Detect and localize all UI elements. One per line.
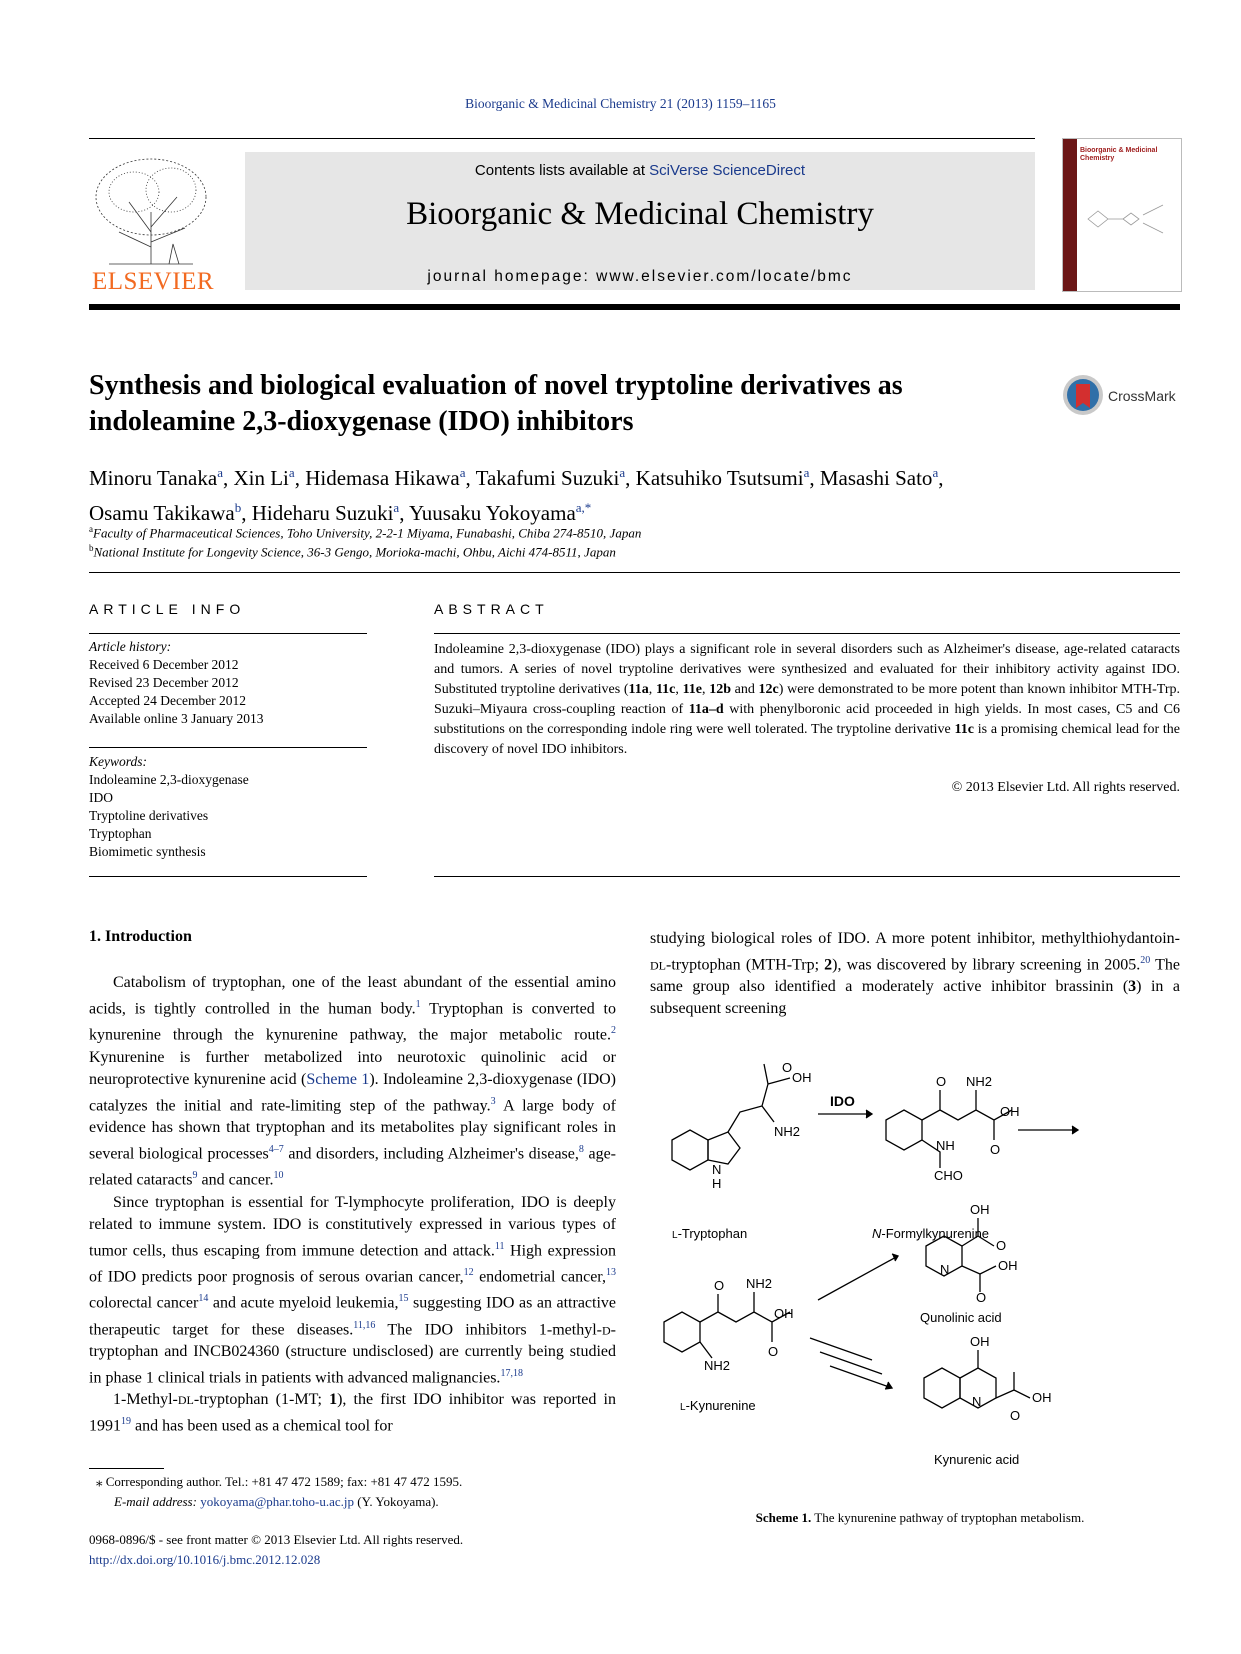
article-info-rule xyxy=(89,633,367,634)
kyn-oh: OH xyxy=(774,1306,794,1321)
keyword-item: Indoleamine 2,3-dioxygenase xyxy=(89,772,249,787)
nfk-nh2: NH2 xyxy=(966,1074,993,1089)
email-link[interactable]: yokoyama@phar.toho-u.ac.jp xyxy=(200,1494,355,1509)
body-text: and cancer. xyxy=(197,1171,274,1189)
compound-ref: 11e xyxy=(682,682,703,697)
trp-nh2: NH2 xyxy=(774,1124,801,1139)
sciencedirect-link[interactable]: SciVerse ScienceDirect xyxy=(649,162,806,179)
trp-o: O xyxy=(782,1060,793,1075)
crossmark-badge[interactable] xyxy=(1062,374,1212,422)
abstract-body xyxy=(434,640,1180,760)
scheme-1-caption xyxy=(650,1510,1190,1526)
article-info-heading: ARTICLE INFO xyxy=(89,601,246,617)
author-name[interactable]: Masashi Sato xyxy=(819,466,933,490)
citation-ref[interactable]: 14 xyxy=(198,1293,209,1305)
asterisk-mark: ⁎ xyxy=(96,1474,106,1489)
author-separator: , xyxy=(465,466,476,490)
author-affiliation-mark[interactable]: a xyxy=(459,465,466,480)
stereo-prefix: DL xyxy=(177,1393,194,1408)
author-affiliation-mark[interactable]: a xyxy=(932,465,939,480)
kyna-n: N xyxy=(972,1394,982,1409)
nfk-o: O xyxy=(936,1074,947,1089)
introduction-right-column xyxy=(650,928,1180,1020)
footnote-rule xyxy=(89,1468,164,1469)
kyna-o: O xyxy=(1010,1408,1021,1423)
keyword-item: IDO xyxy=(89,790,113,805)
body-text: and acute myeloid leukemia, xyxy=(208,1294,399,1312)
abstract-text-part: is a promising chemical lead for the discovery of novel IDO inhibitors. xyxy=(434,722,1180,757)
affiliation-b-text: National Institute for Longevity Science, 36-3 Gengo, Morioka-machi, Ohbu, Aichi 474-8511, Japan xyxy=(93,544,616,560)
scheme-1-figure xyxy=(650,1060,1190,1500)
history-revised: Revised 23 December 2012 xyxy=(89,675,239,690)
keyword-item: Biomimetic synthesis xyxy=(89,844,206,859)
abstract-heading: ABSTRACT xyxy=(434,601,549,617)
author-list xyxy=(89,458,1179,528)
citation-ref[interactable]: 11 xyxy=(494,1240,505,1252)
nfk-nh: NH xyxy=(936,1138,955,1153)
body-text: -tryptophan (MTH-Trp; xyxy=(666,956,825,974)
trp-n: N xyxy=(712,1162,722,1177)
citation-ref[interactable]: 10 xyxy=(273,1170,284,1182)
author-name[interactable]: Hidemasa Hikawa xyxy=(305,466,460,490)
history-label: Article history: xyxy=(89,639,172,654)
nfk-name: -Formylkynurenine xyxy=(881,1226,990,1241)
body-text: and disorders, including Alzheimer's disease, xyxy=(283,1145,579,1163)
quin-oh2: OH xyxy=(998,1258,1018,1273)
article-history xyxy=(89,638,367,728)
header-rule xyxy=(89,138,1035,139)
corresponding-author-footnote xyxy=(96,1472,616,1512)
lkyn-label xyxy=(680,1398,756,1413)
author-affiliation-mark[interactable]: a xyxy=(803,465,810,480)
abstract-bottom-rule xyxy=(434,876,1180,877)
citation-ref[interactable]: 19 xyxy=(121,1416,131,1428)
citation-ref[interactable]: 12 xyxy=(463,1266,474,1278)
compound-ref: 11a xyxy=(628,682,649,697)
keyword-item: Tryptophan xyxy=(89,826,152,841)
ltrp-prefix: L xyxy=(672,1230,678,1241)
author-affiliation-mark[interactable]: a xyxy=(217,465,223,480)
author-separator: , xyxy=(222,466,234,490)
journal-homepage[interactable]: journal homepage: www.elsevier.com/locate/bmc xyxy=(427,268,853,285)
citation-ref[interactable]: 1 xyxy=(415,999,421,1010)
doi-link[interactable]: http://dx.doi.org/10.1016/j.bmc.2012.12.028 xyxy=(89,1552,321,1567)
nfk-cho: CHO xyxy=(934,1168,963,1183)
compound-ref: 1 xyxy=(329,1391,338,1409)
ltrp-label xyxy=(672,1226,747,1241)
affiliation-a-mark: a xyxy=(89,524,93,534)
intro-paragraph-1 xyxy=(89,972,616,1192)
history-online: Available online 3 January 2013 xyxy=(89,711,264,726)
affiliation-b-mark: b xyxy=(89,543,94,553)
author-affiliation-mark[interactable]: b xyxy=(234,500,242,515)
body-text: ), was discovered by library screening in 2005. xyxy=(832,956,1141,974)
author-name[interactable]: Takafumi Suzuki xyxy=(475,466,620,490)
intro-continuation xyxy=(650,928,1180,1020)
author-separator: , xyxy=(938,466,944,490)
cover-title: Bioorganic & Medicinal Chemistry xyxy=(1080,147,1158,162)
quin-o2: O xyxy=(976,1290,987,1305)
compound-ref: 12b xyxy=(709,682,731,697)
introduction-heading: 1. Introduction xyxy=(89,928,192,945)
contents-prefix: Contents lists available at xyxy=(474,162,650,179)
lkyn-name: -Kynurenine xyxy=(685,1398,756,1413)
history-received: Received 6 December 2012 xyxy=(89,657,239,672)
issn-footnote xyxy=(89,1530,649,1570)
email-suffix: (Y. Yokoyama). xyxy=(354,1494,439,1509)
journal-title: Bioorganic & Medicinal Chemistry xyxy=(406,196,874,232)
body-text: Kynurenine is further metabolized into neurotoxic quinolinic acid or neuroprotective kynurenine acid ( xyxy=(89,1048,616,1088)
author-affiliation-mark[interactable]: a xyxy=(393,500,400,515)
kynurenic-arrows xyxy=(810,1338,892,1388)
abstract-rule xyxy=(434,633,1180,634)
keywords-label: Keywords: xyxy=(89,754,147,769)
kyna-oh2: OH xyxy=(1032,1390,1052,1405)
kyn-o: O xyxy=(714,1278,725,1293)
body-text: The IDO inhibitors 1-methyl- xyxy=(375,1320,602,1338)
affiliation-b xyxy=(89,543,616,560)
author-name[interactable]: Hideharu Suzuki xyxy=(251,501,394,525)
body-text: The same group also identified a moderately active inhibitor brassinin ( xyxy=(650,956,1180,996)
author-separator: , xyxy=(399,501,409,525)
citation-ref[interactable]: 20 xyxy=(1140,955,1151,966)
ltrp-name: -Tryptophan xyxy=(677,1226,748,1241)
cover-spine xyxy=(1063,139,1077,291)
compound-ref: 3 xyxy=(1128,978,1137,996)
lkyn-prefix: L xyxy=(680,1402,686,1413)
journal-cover-thumbnail[interactable] xyxy=(1062,138,1182,292)
corresponding-text: Corresponding author. Tel.: +81 47 472 1589; fax: +81 47 472 1595. xyxy=(105,1474,463,1489)
citation-ref[interactable]: 13 xyxy=(606,1266,616,1278)
email-line xyxy=(96,1492,616,1512)
quin-oh: OH xyxy=(970,1202,990,1217)
author-separator: , xyxy=(809,466,820,490)
cover-art xyxy=(1083,189,1173,249)
body-text: colorectal cancer xyxy=(89,1294,199,1312)
nfk-oh: OH xyxy=(1000,1104,1020,1119)
journal-reference[interactable]: Bioorganic & Medicinal Chemistry 21 (2013) 1159–1165 xyxy=(465,96,776,111)
body-text: -tryptophan and INCB024360 (structure undisclosed) are currently being studied in phase 1 clinical trials in patients with advanced malignancies. xyxy=(89,1320,616,1387)
keywords xyxy=(89,753,367,861)
citation-ref[interactable]: 11,16 xyxy=(353,1319,376,1331)
body-text: ), the first IDO inhibitor was reported in 1991 xyxy=(89,1391,616,1435)
abstract-text-part: ) were demonstrated to be more potent than known inhibitor MTH-Trp. Suzuki–Miyaura cross-coupling reaction of xyxy=(434,682,1181,717)
trp-oh: OH xyxy=(792,1070,812,1085)
scheme-1-link[interactable]: Scheme 1 xyxy=(306,1070,370,1088)
crossmark-icon xyxy=(1062,374,1104,416)
abstract-copyright: © 2013 Elsevier Ltd. All rights reserved. xyxy=(951,780,1180,795)
body-text: 1-Methyl- xyxy=(113,1391,178,1409)
author-name[interactable]: Yuusaku Yokoyama xyxy=(408,501,576,525)
compound-ref: 11c xyxy=(655,682,676,697)
body-text: suggesting IDO as an attractive therapeutic target for these diseases. xyxy=(89,1294,617,1338)
quin-o: O xyxy=(996,1238,1007,1253)
keyword-item: Tryptoline derivatives xyxy=(89,808,209,823)
intro-paragraph-2 xyxy=(89,1192,616,1390)
body-text: -tryptophan (1-MT; xyxy=(193,1391,330,1409)
quinolinic-arrow xyxy=(818,1256,898,1300)
body-text: Catabolism of tryptophan, one of the least abundant of the essential amino acids, is tightly controlled in the human body. xyxy=(89,974,616,1018)
author-separator: , xyxy=(625,466,636,490)
contents-line xyxy=(245,162,1035,179)
nfk-label xyxy=(872,1226,989,1241)
issn-text: 0968-0896/$ - see front matter © 2013 Elsevier Ltd. All rights reserved. xyxy=(89,1532,464,1547)
crossmark-label: CrossMark xyxy=(1108,388,1176,404)
affiliation-rule xyxy=(89,572,1180,573)
email-label: E-mail address: xyxy=(114,1494,201,1509)
abstract-text-part: , xyxy=(648,682,656,697)
intro-paragraph-3 xyxy=(89,1389,616,1437)
abstract-text-part: Indoleamine 2,3-dioxygenase (IDO) plays a significant role in several disorders such as Alzheimer's disease, age-related cataracts and tumors. A series of novel tryptoline derivatives were synthesized and evaluated for their inhibitory activity against IDO. Substituted tryptoline derivatives ( xyxy=(434,642,1180,697)
citation-ref[interactable]: 4–7 xyxy=(268,1143,284,1155)
caption-text: The kynurenine pathway of tryptophan metabolism. xyxy=(811,1510,1085,1525)
kyn-nh2-ring: NH2 xyxy=(704,1358,731,1373)
author-name[interactable]: Minoru Tanaka xyxy=(89,466,218,490)
trp-h: H xyxy=(712,1176,722,1191)
affiliation-a-text: Faculty of Pharmaceutical Sciences, Toho University, 2-2-1 Miyama, Funabashi, Chiba 274-8510, Japan xyxy=(93,525,642,541)
compound-ref: 11c xyxy=(954,722,974,737)
quinolinic-label: Qunolinic acid xyxy=(920,1310,1002,1325)
compound-ref: 12c xyxy=(758,682,779,697)
kynurenic-label: Kynurenic acid xyxy=(934,1452,1020,1467)
author-name[interactable]: Xin Li xyxy=(233,466,289,490)
abstract-text-part: and xyxy=(730,682,759,697)
article-title: Synthesis and biological evaluation of novel tryptoline derivatives as indoleamine 2,3-dioxygenase (IDO) inhibitors xyxy=(89,370,903,437)
body-text: High expression of IDO predicts poor prognosis of serous ovarian cancer, xyxy=(89,1241,616,1286)
quin-n: N xyxy=(940,1262,950,1277)
nfk-o2: O xyxy=(990,1142,1001,1157)
compound-ref: 11a–d xyxy=(688,702,724,717)
citation-ref[interactable]: 9 xyxy=(192,1170,198,1182)
elsevier-wordmark: ELSEVIER xyxy=(91,268,215,295)
citation-ref[interactable]: 15 xyxy=(398,1293,409,1305)
introduction-left-column xyxy=(89,972,616,1438)
affiliation-a xyxy=(89,524,641,541)
author-separator: , xyxy=(294,466,306,490)
abstract-text-part: , xyxy=(702,682,710,697)
article-info-bottom-rule xyxy=(89,876,367,877)
author-affiliation-mark[interactable]: a xyxy=(619,465,626,480)
author-name[interactable]: Osamu Takikawa xyxy=(89,501,235,525)
author-separator: , xyxy=(241,501,252,525)
author-affiliation-mark[interactable]: a,* xyxy=(575,500,592,515)
compound-ref: 2 xyxy=(824,956,833,974)
body-text: Since tryptophan is essential for T-lymphocyte proliferation, IDO is deeply related to immune system. IDO is constitutively expressed in various types of tumor cells, thus escaping from immune detection and attack. xyxy=(89,1193,616,1259)
kyna-oh: OH xyxy=(970,1334,990,1349)
stereo-prefix: D xyxy=(602,1322,611,1337)
caption-label: Scheme 1. xyxy=(755,1510,812,1525)
author-affiliation-mark[interactable]: a xyxy=(288,465,295,480)
author-name[interactable]: Katsuhiko Tsutsumi xyxy=(635,466,804,490)
body-text: and has been used as a chemical tool for xyxy=(131,1417,393,1435)
body-text: ) in a subsequent screening xyxy=(650,978,1181,1018)
nfk-prefix: N xyxy=(872,1226,882,1241)
enzyme-label: IDO xyxy=(830,1093,855,1109)
body-text: ). Indoleamine 2,3-dioxygenase (IDO) catalyzes the initial and rate-limiting step of the pathway. xyxy=(89,1070,617,1114)
ido-arrowhead xyxy=(866,1110,872,1118)
corresponding-line xyxy=(96,1472,616,1492)
body-text: A large body of evidence has shown that tryptophan and its metabolites play significant roles in several biological processes xyxy=(89,1096,616,1163)
kyn-nh2: NH2 xyxy=(746,1276,773,1291)
tryptophan-structure xyxy=(672,1064,790,1170)
stereo-prefix: DL xyxy=(650,958,666,973)
citation-ref[interactable]: 17,18 xyxy=(500,1367,523,1379)
quinolinic-arrowhead xyxy=(892,1254,898,1261)
abstract-text-part: , xyxy=(675,682,683,697)
body-text: studying biological roles of IDO. A more potent inhibitor, methylthiohydantoin- xyxy=(650,930,1180,947)
citation-ref[interactable]: 3 xyxy=(490,1095,496,1107)
abstract-text-part: with phenylboronic acid proceeded in high yields. In most cases, C5 and C6 substitutions on the corresponding indole ring were well tolerated. The tryptoline derivative xyxy=(434,702,1180,737)
body-text: endometrial cancer, xyxy=(473,1268,606,1286)
kyn-o2: O xyxy=(768,1344,779,1359)
keywords-rule xyxy=(89,747,367,748)
history-accepted: Accepted 24 December 2012 xyxy=(89,693,247,708)
pathway-arrowhead xyxy=(1072,1126,1078,1134)
citation-ref[interactable]: 2 xyxy=(611,1025,616,1037)
header-thick-rule xyxy=(89,304,1180,310)
body-text: Tryptophan is converted to kynurenine through the kynurenine pathway, the major metabolic route. xyxy=(89,1000,616,1044)
journal-banner xyxy=(245,152,1035,290)
body-text: age-related cataracts xyxy=(89,1145,616,1189)
citation-ref[interactable]: 8 xyxy=(578,1143,584,1155)
